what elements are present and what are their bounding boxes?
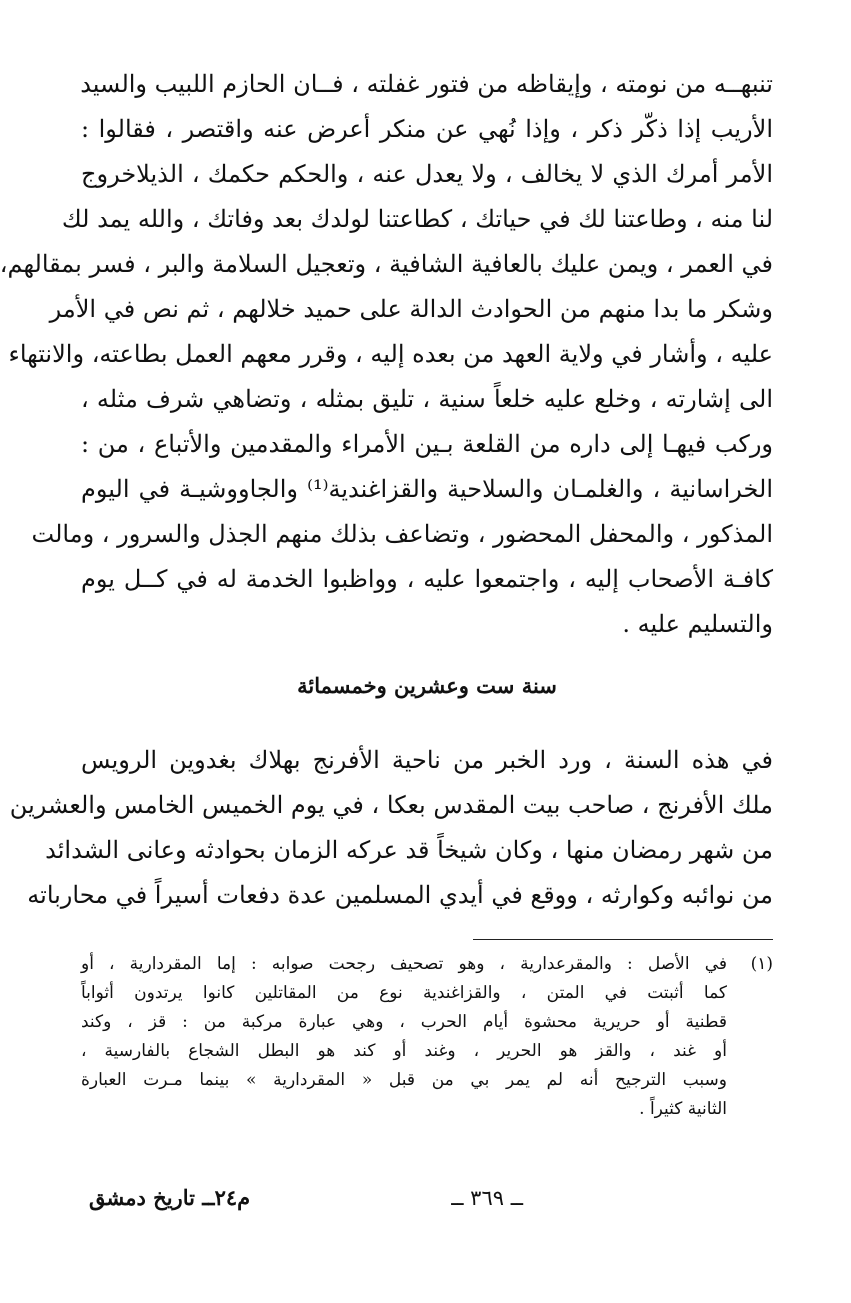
text-line: الأمر أمرك الذي لا يخالف ، ولا يعدل عنه ، والحكم حكمك ، الذيلاخروج: [81, 160, 773, 188]
footnote-line: كما أثبتت في المتن ، والقزاغندية نوع من المقاتلين كانوا يرتدون أثواباً: [81, 983, 727, 1003]
text-line: كافـة الأصحاب إليه ، واجتمعوا عليه ، وواظبوا الخدمة له في كــل يوم: [81, 565, 773, 593]
text-line: وشكر ما بدا منهم من الحوادث الدالة على حميد خلالهم ، ثم نص في الأمر: [49, 295, 773, 323]
footnote-line: قطنية أو حريرية محشوة أيام الحرب ، وهي عبارة مركبة من : قز ، وكند: [81, 1012, 727, 1032]
text-line: تنبهــه من نومته ، وإيقاظه من فتور غفلته ، فــان الحازم اللبيب والسيد: [80, 70, 773, 98]
footnote-divider: [473, 939, 773, 940]
main-paragraph: [0, 62, 774, 647]
text-line: في هذه السنة ، ورد الخبر من ناحية الأفرنج بهلاك بغدوين الرويس: [81, 746, 773, 774]
footnote-line: الثانية كثيراً .: [639, 1099, 727, 1119]
section-paragraph: [9, 738, 773, 918]
text-line: وركب فيهـا إلى داره من القلعة بـين الأمراء والمقدمين والأتباع ، من :: [81, 430, 773, 458]
text-line: الى إشارته ، وخلع عليه خلعاً سنية ، تليق بمثله ، وتضاهي شرف مثله ،: [81, 385, 773, 413]
text-line: الخراسانية ، والغلمـان والسلاحية والقزاغندية⁽¹⁾ والجاووشيـة في اليوم: [81, 475, 774, 503]
text-line: ملك الأفرنج ، صاحب بيت المقدس بعكا ، في يوم الخميس الخامس والعشرين: [9, 791, 773, 819]
text-line: والتسليم عليه .: [622, 610, 773, 638]
running-title: م٢٤ــ تاريخ دمشق: [89, 1185, 251, 1210]
text-line: في العمر ، ويمن عليك بالعافية الشافية ، وتعجيل السلامة والبر ، فسر بمقالهم،: [0, 250, 773, 278]
footnote-line: في الأصل : والمقرعدارية ، وهو تصحيف رجحت صوابه : إما المقردارية ، أو: [81, 954, 727, 974]
text-line: المذكور ، والمحفل المحضور ، وتضاعف بذلك منهم الجذل والسرور ، ومالت: [31, 520, 773, 548]
text-line: عليه ، وأشار في ولاية العهد من بعده إليه ، وقرر معهم العمل بطاعته، والانتهاء: [8, 340, 773, 368]
text-line: لنا منه ، وطاعتنا لك في حياتك ، كطاعتنا لولدك بعد وفاتك ، والله يمد لك: [61, 205, 773, 233]
book-page: [1, 0, 851, 1303]
footnote-body: [81, 950, 727, 1124]
footnote: [81, 950, 773, 1124]
section-heading: سنة ست وعشرين وخمسمائة: [297, 673, 557, 698]
text-line: الأريب إذا ذكّر ذكر ، وإذا نُهي عن منكر أعرض عنه واقتصر ، فقالوا :: [81, 115, 773, 143]
footnote-line: وسبب الترجيح أنه لم يمر بي من قبل « المقردارية » بينما مـرت العبارة: [81, 1070, 727, 1090]
page-number: ــ ٣٦٩ ــ: [451, 1186, 523, 1210]
footnote-marker: (١): [750, 954, 773, 974]
text-line: من شهر رمضان منها ، وكان شيخاً قد عركه الزمان بحوادثه وعانى الشدائد: [45, 836, 773, 864]
text-line: من نوائبه وكوارثه ، ووقع في أيدي المسلمين عدة دفعات أسيراً في محارباته: [27, 881, 773, 909]
footnote-line: أو غند ، والقز هو الحرير ، وغند أو كند هو البطل الشجاع بالفارسية ،: [81, 1041, 727, 1061]
page-footer: [81, 1178, 773, 1218]
